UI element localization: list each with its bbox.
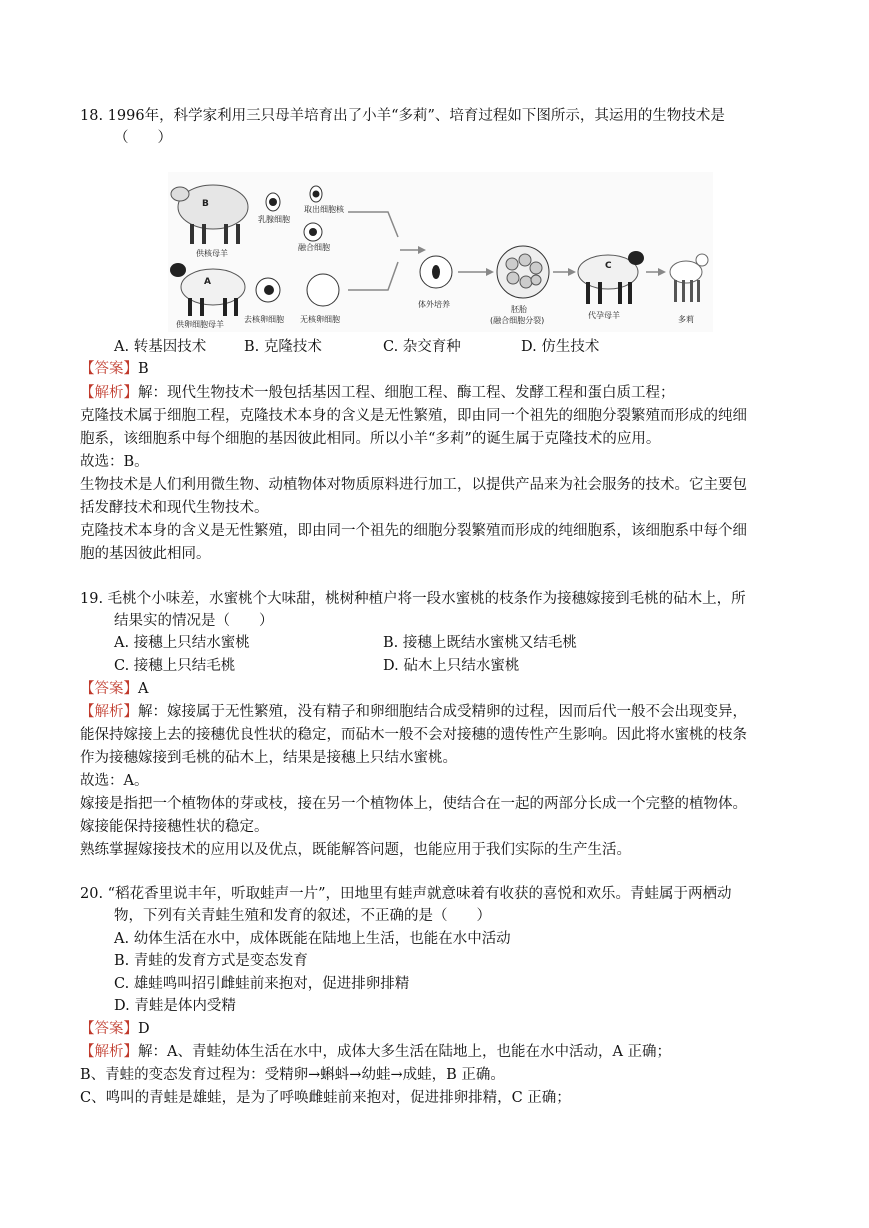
answer-tag: 【答案】: [80, 1021, 138, 1037]
q18-option-a: A. 转基因技术: [114, 339, 207, 355]
fusion-label: 融合细胞: [298, 243, 330, 252]
q19-option-b: B. 接穗上既结水蜜桃又结毛桃: [383, 635, 577, 651]
q18-stem-line2: （ ）: [114, 130, 172, 146]
answer-value: B: [138, 361, 149, 377]
q20-option-a: A. 幼体生活在水中，成体既能在陆地上生活，也能在水中活动: [114, 931, 511, 947]
q20-stem-line2: 物，下列有关青蛙生殖和发育的叙述，不正确的是（ ）: [114, 908, 491, 924]
q18-analysis-line: 生物技术是人们利用微生物、动植物体对物质原料进行加工，以提供产品来为社会服务的技术。它主要包: [80, 477, 747, 493]
sheep-c-label: C: [605, 261, 612, 271]
analysis-tag: 【解析】: [80, 385, 138, 401]
q19-analysis-line: 熟练掌握嫁接技术的应用以及优点，既能解答问题，也能应用于我们实际的生产生活。: [80, 842, 631, 858]
q18-option-b: B. 克隆技术: [244, 339, 322, 355]
donor-nucleus-sheep-label: 供核母羊: [196, 249, 228, 258]
donor-egg-sheep-label: 供卵细胞母羊: [176, 320, 224, 329]
somatic-cell-label: 乳腺细胞: [258, 215, 290, 224]
q18-stem-line1: 18. 1996年，科学家利用三只母羊培育出了小羊“多莉”、培育过程如下图所示，其运用的生物技术是: [80, 108, 725, 124]
q20-stem-line1: 20. “稻花香里说丰年，听取蛙声一片”，田地里有蛙声就意味着有收获的喜悦和欢乐。青蛙属于两栖动: [80, 886, 732, 902]
take-nucleus-label: 取出细胞核: [304, 205, 344, 214]
q18-analysis-line: 克隆技术属于细胞工程，克隆技术本身的含义是无性繁殖，即由同一个祖先的细胞分裂繁殖而形成的纯细: [80, 408, 747, 424]
q18-analysis-line: 故选：B。: [80, 454, 149, 470]
q19-answer: [80, 679, 148, 699]
q20-option-c: C. 雄蛙鸣叫招引雌蛙前来抱对，促进排卵排精: [114, 976, 410, 992]
analysis-text: 解：嫁接属于无性繁殖，没有精子和卵细胞结合成受精卵的过程，因而后代一般不会出现变异，: [138, 704, 747, 720]
analysis-tag: 【解析】: [80, 1044, 138, 1060]
embryo-note: (融合细胞分裂): [490, 316, 545, 325]
q19-stem-line1: 19. 毛桃个小味差，水蜜桃个大味甜，桃树种植户将一段水蜜桃的枝条作为接穗嫁接到毛桃的砧木上，所: [80, 591, 746, 607]
q18-option-c: C. 杂交育种: [383, 339, 461, 355]
answer-value: A: [138, 681, 149, 697]
q20-analysis-line: C、鸣叫的青蛙是雄蛙，是为了呼唤雌蛙前来抱对，促进排卵排精，C 正确；: [80, 1090, 571, 1106]
analysis-text: 解：A、青蛙幼体生活在水中，成体大多生活在陆地上，也能在水中活动，A 正确；: [138, 1044, 672, 1060]
answer-tag: 【答案】: [80, 681, 138, 697]
q19-stem-line2: 结果实的情况是（ ）: [114, 613, 274, 629]
q20-option-b: B. 青蛙的发育方式是变态发育: [114, 953, 308, 969]
q18-answer: [80, 359, 149, 379]
q20-answer: [80, 1019, 150, 1039]
q20-analysis-first: [80, 1042, 671, 1062]
q20-analysis-line: B、青蛙的变态发育过程为：受精卵→蝌蚪→幼蛙→成蛙，B 正确。: [80, 1067, 505, 1083]
cloning-process-diagram: [168, 172, 713, 332]
embryo-label: 胚胎: [511, 305, 527, 314]
q19-analysis-line: 作为接穗嫁接到毛桃的砧木上，结果是接穗上只结水蜜桃。: [80, 750, 457, 766]
q19-analysis-first: [80, 702, 747, 722]
q19-analysis-line: 嫁接是指把一个植物体的芽或枝，接在另一个植物体上，使结合在一起的两部分长成一个完整的植物体。: [80, 796, 747, 812]
analysis-tag: 【解析】: [80, 704, 138, 720]
q18-analysis-first: [80, 383, 675, 403]
analysis-text: 解：现代生物技术一般包括基因工程、细胞工程、酶工程、发酵工程和蛋白质工程；: [138, 385, 675, 401]
q19-analysis-line: 嫁接能保持接穗性状的稳定。: [80, 819, 269, 835]
q18-analysis-line: 胞系，该细胞系中每个细胞的基因彼此相同。所以小羊“多莉”的诞生属于克隆技术的应用。: [80, 431, 661, 447]
sheep-a-label: A: [204, 277, 211, 287]
q18-analysis-line: 括发酵技术和现代生物技术。: [80, 500, 269, 516]
in-vitro-label: 体外培养: [418, 300, 450, 309]
answer-tag: 【答案】: [80, 361, 138, 377]
q19-option-a: A. 接穗上只结水蜜桃: [114, 635, 250, 651]
q20-option-d: D. 青蛙是体内受精: [114, 998, 236, 1014]
q18-analysis-line: 克隆技术本身的含义是无性繁殖，即由同一个祖先的细胞分裂繁殖而形成的纯细胞系，该细胞系中每个细: [80, 523, 747, 539]
q19-analysis-line: 能保持嫁接上去的接穗优良性状的稳定，而砧木一般不会对接穗的遗传性产生影响。因此将水蜜桃的枝条: [80, 727, 747, 743]
sheep-b-label: B: [202, 199, 209, 209]
q19-option-d: D. 砧木上只结水蜜桃: [383, 658, 520, 674]
dolly-label: 多莉: [678, 315, 694, 324]
egg-cell-label: 无核卵细胞: [300, 315, 340, 324]
q18-analysis-line: 胞的基因彼此相同。: [80, 546, 211, 562]
answer-value: D: [138, 1021, 150, 1037]
q19-option-c: C. 接穗上只结毛桃: [114, 658, 236, 674]
q19-analysis-line: 故选：A。: [80, 773, 149, 789]
q18-option-d: D. 仿生技术: [521, 339, 600, 355]
enucleated-egg-label: 去核卵细胞: [244, 315, 284, 324]
surrogate-label: 代孕母羊: [588, 311, 620, 320]
